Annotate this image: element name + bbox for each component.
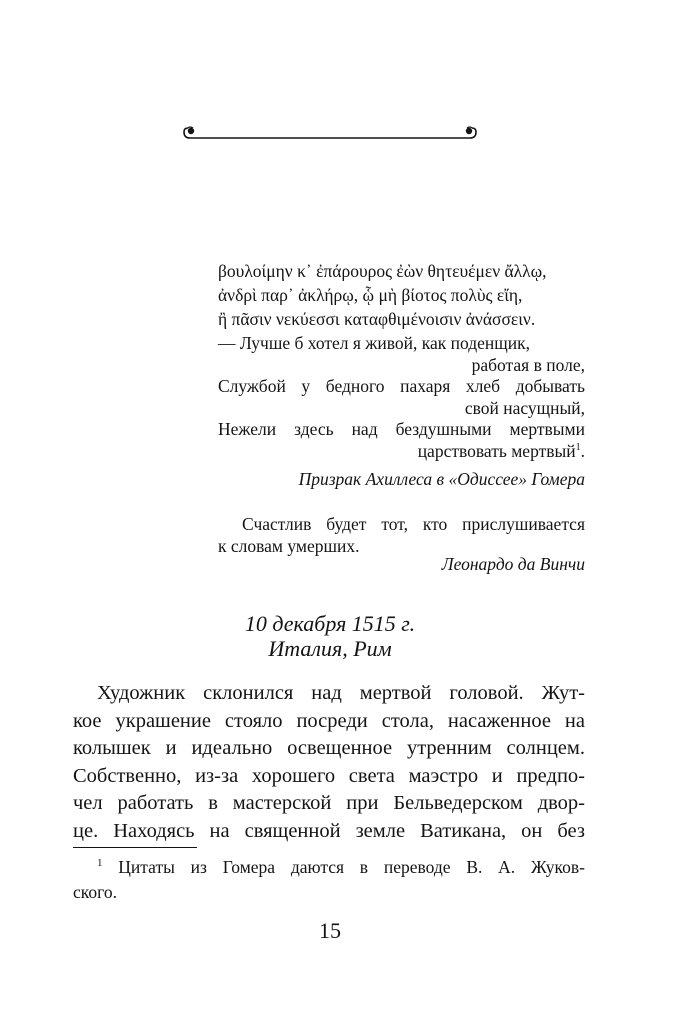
- footnote-mark: 1: [97, 857, 103, 870]
- epigraph-greek-verse: [218, 259, 588, 331]
- body-line: Собственно, из-за хорошего света маэстро и предпо-: [73, 764, 585, 787]
- verse-line-continuation: свой насущный,: [464, 397, 585, 418]
- footnote-reference: 1: [575, 441, 581, 453]
- epigraph-russian-verse: [218, 333, 585, 462]
- page-number: 15: [319, 918, 341, 943]
- footnote-line: [73, 855, 585, 880]
- verse-line-continuation: царствовать мертвый$^1$.: [417, 440, 585, 461]
- greek-line: ἢ πᾶσιν νεκύεσσι καταφθιμένοισιν ἀνάσσειν.: [218, 309, 536, 329]
- quote-line: Счастлив будет тот, кто прислушивается: [242, 514, 585, 534]
- epigraph-attribution-homer: Призрак Ахиллеса в «Одиссее» Гомера: [298, 469, 585, 489]
- epigraph-attribution-leonardo: Леонардо да Винчи: [441, 554, 585, 574]
- ornament-left-dot: [188, 128, 194, 134]
- body-line: чел работать в мастерской при Бельведерском двор-: [73, 792, 585, 814]
- greek-line: ἀνδρὶ παρ᾽ ἀκλήρῳ, ᾧ μὴ βίοτος πολὺς εἴη,: [218, 285, 523, 305]
- verse-last-text: царствовать мертвый: [417, 440, 576, 461]
- footnote: [73, 855, 585, 905]
- verse-line: Службой у бедного пахаря хлеб добывать: [218, 376, 585, 396]
- body-paragraph: [73, 680, 585, 845]
- decorative-divider-ornament: [180, 118, 480, 148]
- epigraph-leonardo-quote: [218, 514, 585, 557]
- ornament-right-dot: [466, 128, 472, 134]
- verse-line-continuation: работая в поле,: [471, 354, 585, 375]
- footnote-line: ского.: [73, 882, 117, 902]
- verse-line: Нежели здесь над бездушными мертвыми: [218, 419, 585, 439]
- chapter-date-heading: 10 декабря 1515 г.: [244, 611, 416, 636]
- body-line: це. Находясь на священной земле Ватикана, он без: [73, 819, 585, 842]
- chapter-place-heading: Италия, Рим: [268, 636, 392, 661]
- body-line: колышек и идеально освещенное утренним солнцем.: [73, 737, 585, 759]
- greek-line: βουλοίμην κ᾽ ἐπάρουρος ἐὼν θητευέμεν ἄλλῳ,: [218, 261, 547, 281]
- footnote-separator: [73, 847, 197, 848]
- verse-line: — Лучше б хотел я живой, как поденщик,: [218, 333, 531, 353]
- footnote-text: Цитаты из Гомера даются в переводе В. А. Жуков-: [118, 857, 585, 877]
- body-line: кое украшение стояло посреди стола, насаженное на: [73, 709, 585, 732]
- body-line: Художник склонился над мертвой головой. Жут-: [97, 682, 585, 704]
- quote-line: к словам умерших.: [218, 535, 360, 556]
